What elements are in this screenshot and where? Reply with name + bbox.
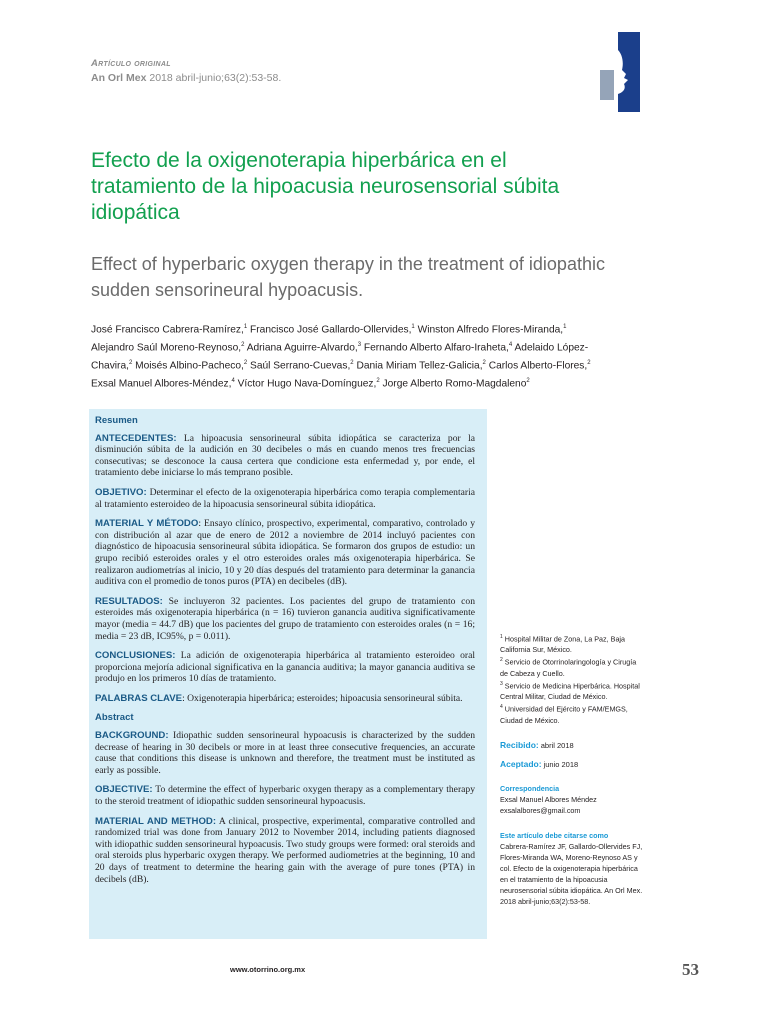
affiliation-number: 1: [500, 634, 503, 640]
journal-logo-icon: [600, 32, 640, 112]
author-affiliation-mark: 4: [508, 341, 513, 348]
section-label: Artículo original: [91, 58, 171, 69]
author-name: Adelaido López-Chavira,: [91, 342, 589, 372]
affiliations: [500, 632, 645, 726]
author-name: Moisés Albino-Pacheco,: [135, 360, 244, 372]
author-name: Winston Alfredo Flores-Miranda,: [417, 324, 564, 336]
correspondence: [500, 783, 645, 816]
author-name: Exsal Manuel Albores-Méndez,: [91, 378, 232, 390]
abstract-method: MATERIAL AND METHOD: A clinical, prospective, experimental, comparative controlled and randomized trial was done from January 2012 to November 2014, including patients diagnosed with idiopathic sudden sensorineural hypoacusis. Two study groups were formed: oral steroids and oral steroids plus hyperbaric oxygen therapy. We performed audiometries at the beginning, 10 and 20 days of treatment to determine the hearing gain with the average of pure tones (PTA) in decibels (dB).: [95, 815, 476, 885]
affiliation-item: [500, 702, 645, 725]
affiliation-item: [500, 655, 645, 678]
accepted-date: Aceptado: junio 2018: [500, 759, 579, 769]
received-date: Recibido: abril 2018: [500, 740, 574, 750]
affiliation-text: Universidad del Ejército y FAM/EMGS, Ciudad de México.: [500, 704, 628, 725]
journal-citation: [91, 72, 281, 84]
affiliation-number: 2: [500, 657, 503, 664]
correspondence-label: Correspondencia: [500, 784, 560, 793]
cite-as-label: Este artículo debe citarse como: [500, 831, 609, 840]
affiliation-item: [500, 679, 645, 702]
cite-as-text: Cabrera-Ramírez JF, Gallardo-Ollervides FJ, Flores-Miranda WA, Moreno-Reynoso AS y col. Efecto de la oxigenoterapia hiperbárica en el tratamiento de la hipoacusia neurosensorial súbita idiopática. An Orl Mex. 2018 abril-junio;63(2):53-58.: [500, 842, 643, 906]
resumen-resultados: RESULTADOS: Se incluyeron 32 pacientes. Los pacientes del grupo de tratamiento con esteroides más oxigenoterapia hiperbárica (n = 16) tuvieron ganancia auditiva significativamente mayor (media = 44.7 dB) que los pacientes del grupo de tratamiento con esteroides orales (n = 16; media = 23 dB, IC95%, p = 0.011).: [95, 595, 475, 642]
author-affiliation-mark: 2: [376, 377, 380, 384]
title-english: Effect of hyperbaric oxygen therapy in the treatment of idiopathic sudden sensorineural hypoacusis.: [91, 254, 605, 300]
author-affiliation-mark: 2: [243, 359, 248, 366]
footer-url[interactable]: www.otorrino.org.mx: [230, 965, 306, 974]
author-name: Jorge Alberto Romo-Magdaleno: [382, 378, 527, 390]
author-affiliation-mark: 1: [563, 324, 567, 330]
author-name: Fernando Alberto Alfaro-Iraheta,: [363, 342, 509, 354]
affiliation-item: [500, 632, 645, 655]
affiliation-number: 3: [500, 680, 503, 687]
author-affiliation-mark: 2: [241, 341, 245, 348]
affiliation-number: 4: [500, 704, 503, 711]
author-affiliation-mark: 2: [526, 377, 530, 384]
page-number: 53: [682, 960, 699, 979]
author-name: Dania Miriam Tellez-Galicia,: [356, 360, 483, 372]
resumen-palabras-clave: PALABRAS CLAVE: Oxigenoterapia hiperbárica; esteroides; hipoacusia sensorineural súbita.: [95, 692, 463, 704]
author-list: [91, 320, 599, 392]
affiliation-text: Servicio de Medicina Hiperbárica. Hospital Central Militar, Ciudad de México.: [500, 681, 640, 702]
resumen-heading: Resumen: [95, 415, 138, 426]
affiliation-text: Hospital Militar de Zona, La Paz, Baja California Sur, México.: [500, 634, 626, 655]
author-affiliation-mark: 2: [587, 359, 591, 366]
journal-reference: 2018 abril-junio;63(2):53-58.: [149, 72, 282, 84]
author-affiliation-mark: 4: [231, 377, 235, 384]
author-name: Víctor Hugo Nava-Domínguez,: [237, 378, 377, 390]
abstract-heading: Abstract: [95, 712, 134, 724]
author-affiliation-mark: 1: [411, 324, 415, 330]
affiliation-text: Servicio de Otorrinolaringología y Cirugía de Cabeza y Cuello.: [500, 657, 637, 678]
author-affiliation-mark: 3: [357, 341, 362, 348]
author-name: Adriana Aguirre-Alvardo,: [246, 342, 358, 354]
author-affiliation-mark: 2: [128, 359, 133, 366]
title-spanish: Efecto de la oxigenoterapia hiperbárica en el tratamiento de la hipoacusia neurosensorial súbita idiopática: [91, 149, 560, 224]
cite-as: [500, 830, 645, 907]
abstract-background: BACKGROUND: Idiopathic sudden sensorineural hypoacusis is characterized by the sudden decrease of hearing in 30 decibels or more in at least three consecutive frequencies, an accurate cause that conditions this disease is unknown and therefore, the treatment must be instituted as early as possible.: [95, 730, 475, 776]
journal-name: An Orl Mex: [91, 72, 147, 84]
abstract-objective: OBJECTIVE: To determine the effect of hyperbaric oxygen therapy as a complementary therapy to the steroid treatment of idiopathic sudden sensorineural hypoacusis.: [95, 784, 475, 808]
resumen-material: MATERIAL Y MÉTODO: Ensayo clínico, prospectivo, experimental, comparativo, controlado y con distribución al azar que de enero de 2012 a noviembre de 2014 incluyó pacientes con diagnóstico de hipoacusia sensorineural súbita idiopática. Se formaron dos grupos de estudio: un grupo recibió esteroides orales y el otro esteroides orales más oxigenoterapia hiperbárica. Se realizaron audiometrías al inicio, 10 y 20 días después del tratamiento para determinar la ganancia auditiva con el promedio de tonos puros (PTA) en decibeles (dB).: [95, 518, 475, 588]
author-affiliation-mark: 2: [482, 359, 486, 366]
article-dates: [500, 740, 645, 770]
author-affiliation-mark: 1: [243, 324, 248, 330]
author-name: Carlos Alberto-Flores,: [488, 360, 588, 372]
resumen-antecedentes: ANTECEDENTES: La hipoacusia sensorineural súbita idiopática se caracteriza por la disminución súbita de la audición en 30 decibeles o más en cuando menos tres frecuencias consecutivas; se desconoce la causa certera que condicione esta enfermedad y, por ende, el tratamiento debe iniciarse lo más temprano posible.: [95, 432, 475, 479]
author-affiliation-mark: 2: [350, 359, 354, 366]
resumen-objetivo: OBJETIVO: Determinar el efecto de la oxigenoterapia hiperbárica como terapia complementaria al tratamiento esteroideo de la hipoacusia sensorineural súbita idiopática.: [95, 486, 475, 510]
author-name: José Francisco Cabrera-Ramírez,: [91, 324, 244, 336]
correspondence-email[interactable]: exsalalbores@gmail.com: [500, 806, 581, 815]
correspondence-name: Exsal Manuel Albores Méndez: [500, 795, 597, 804]
abstract-content: [95, 415, 475, 893]
resumen-conclusiones: CONCLUSIONES: La adición de oxigenoterapia hiperbárica al tratamiento esteroideo oral proporciona mejoría adicional significativa en la ganancia auditiva; la mayor ganancia auditiva se produjo en los primeros 10 días de tratamiento.: [95, 650, 475, 685]
author-name: Saúl Serrano-Cuevas,: [250, 360, 351, 372]
author-name: Alejandro Saúl Moreno-Reynoso,: [91, 342, 242, 354]
author-name: Francisco José Gallardo-Ollervides,: [250, 324, 412, 336]
